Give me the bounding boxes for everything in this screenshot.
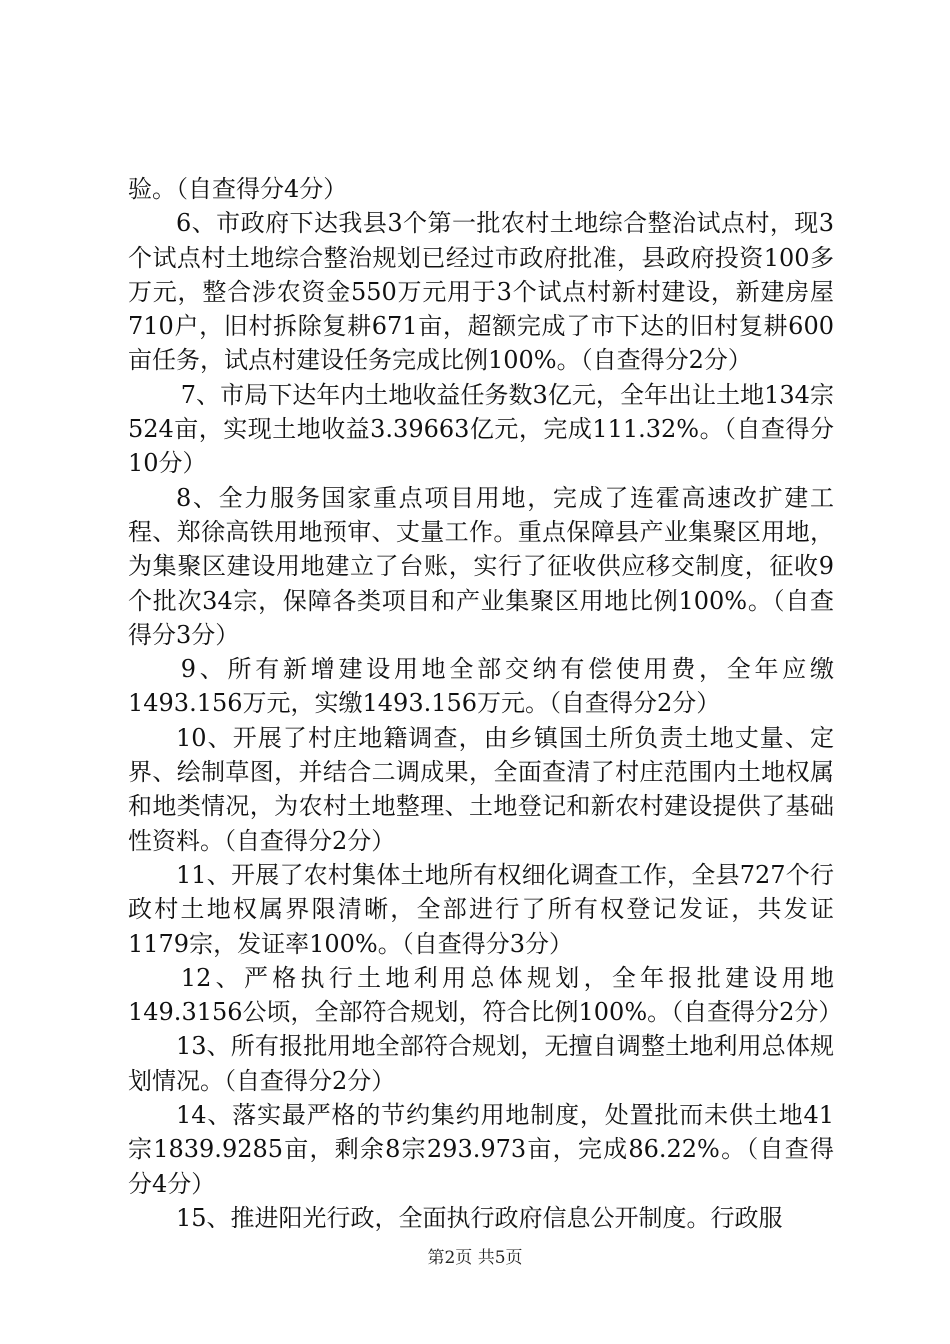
paragraph-item-13: 13、所有报批用地全部符合规划，无擅自调整土地利用总体规划情况。（自查得分2分） (128, 1032, 834, 1095)
paragraph-continuation: 验。（自查得分4分） (128, 175, 348, 203)
paragraph-item-7: 7、市局下达年内土地收益任务数3亿元，全年出让土地134宗524亩，实现土地收益3.39663亿元，完成111.32%。（自查得分10分） (128, 380, 834, 478)
paragraph-item-6: 6、市政府下达我县3个第一批农村土地综合整治试点村，现3个试点村土地综合整治规划已经过市政府批准，县政府投资100多万元，整合涉农资金550万元用于3个试点村新村建设，新建房屋710户，旧村拆除复耕671亩，超额完成了市下达的旧村复耕600亩任务，试点村建设任务完成比例100%。（自查得分2分） (128, 209, 834, 375)
paragraph-item-14: 14、落实最严格的节约集约用地制度，处置批而未供土地41宗1839.9285亩，剩余8宗293.973亩，完成86.22%。（自查得分4分） (128, 1101, 834, 1198)
page-footer: 第2页 共5页 (427, 1248, 523, 1268)
document-body (128, 172, 843, 1235)
paragraph-item-9: 9、所有新增建设用地全部交纳有偿使用费，全年应缴1493.156万元，实缴1493.156万元。（自查得分2分） (128, 655, 834, 718)
paragraph-item-11: 11、开展了农村集体土地所有权细化调查工作，全县727个行政村土地权属界限清晰，全部进行了所有权登记发证，共发证1179宗，发证率100%。（自查得分3分） (128, 860, 834, 958)
paragraph-item-15: 15、推进阳光行政，全面执行政府信息公开制度。行政服 (176, 1203, 783, 1232)
paragraph-item-12: 12、严格执行土地利用总体规划，全年报批建设用地149.3156公顷，全部符合规划，符合比例100%。（自查得分2分） (128, 963, 843, 1027)
paragraph-item-10: 10、开展了村庄地籍调查，由乡镇国土所负责土地丈量、定界、绘制草图，并结合二调成果，全面查清了村庄范围内土地权属和地类情况，为农村土地整理、土地登记和新农村建设提供了基础性资料。（自查得分2分） (128, 723, 834, 855)
paragraph-item-8: 8、全力服务国家重点项目用地，完成了连霍高速改扩建工程、郑徐高铁用地预审、丈量工作。重点保障县产业集聚区用地，为集聚区建设用地建立了台账，实行了征收供应移交制度，征收9个批次34宗，保障各类项目和产业集聚区用地比例100%。（自查得分3分） (128, 483, 834, 649)
